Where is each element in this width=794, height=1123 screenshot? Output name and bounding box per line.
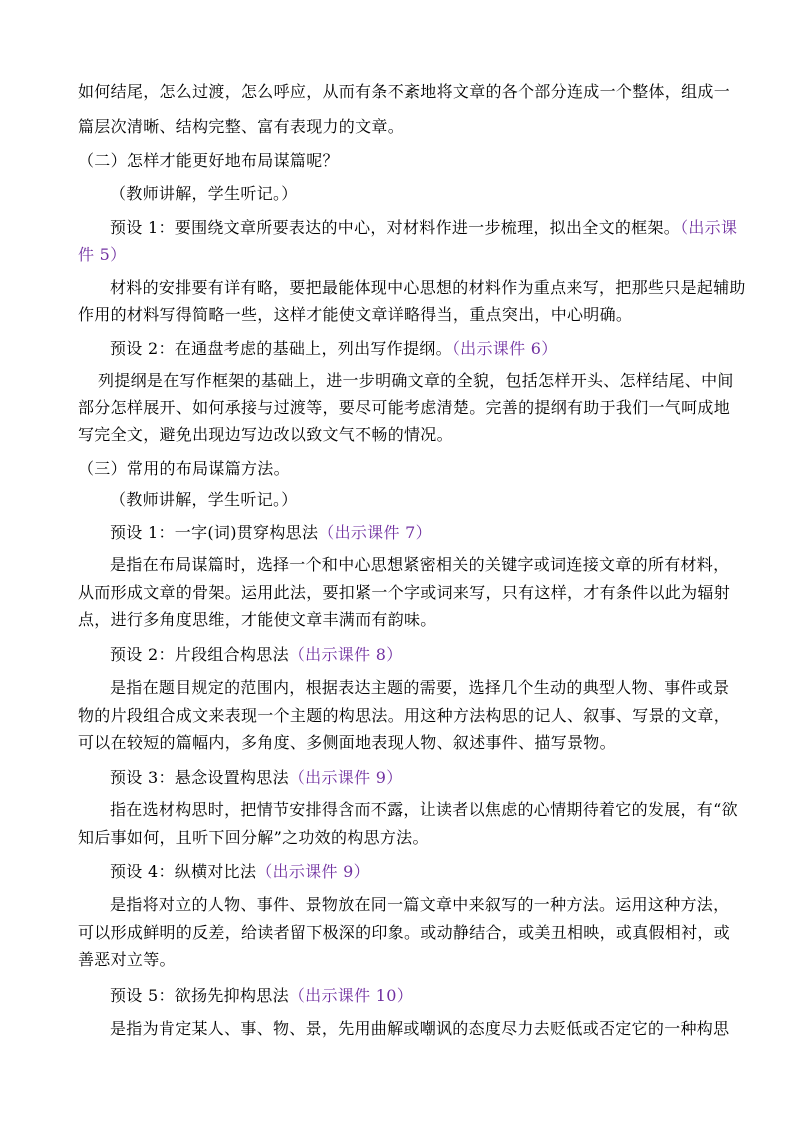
line-text: 预设 3：悬念设置构思法 <box>110 768 289 787</box>
line-text: 是指在题目规定的范围内，根据表达主题的需要，选择几个生动的典型人物、事件或景 <box>110 678 730 697</box>
line <box>78 490 298 510</box>
line-text: 物的片段组合成文来表现一个主题的构思法。用这种方法构思的记人、叙事、写景的文章， <box>78 706 731 725</box>
line <box>78 184 298 204</box>
line-text: 可以形成鲜明的反差，给读者留下极深的印象。或动静结合，或美丑相映，或真假相衬，或 <box>78 923 731 942</box>
line-text: 是指在布局谋篇时，选择一个和中心思想紧密相关的关键字或词连接文章的所有材料， <box>110 555 730 574</box>
line <box>78 339 558 359</box>
line-text: 指在选材构思时，把情节安排得含而不露，让读者以焦虑的心情期待着它的发展，有“欲 <box>110 800 738 819</box>
line-text: 作用的材料写得简略一些，这样才能使文章详略得当，重点突出，中心明确。 <box>78 305 633 324</box>
line-text: 预设 4：纵横对比法 <box>110 862 257 881</box>
line-text: 可以在较短的篇幅内，多角度、多侧面地表现人物、叙述事件、描写景物。 <box>78 733 616 752</box>
line <box>78 923 730 943</box>
line-text: （教师讲解，学生听记。） <box>110 184 298 203</box>
line-text: （二）怎样才能更好地布局谋篇呢？ <box>78 151 339 170</box>
line <box>78 645 403 665</box>
line-text: 预设 2：片段组合构思法 <box>110 645 289 664</box>
line <box>78 278 746 298</box>
line <box>78 706 730 726</box>
courseware-ref: 件 5） <box>78 245 127 264</box>
line <box>78 523 432 543</box>
line-text: 预设 2：在通盘考虑的基础上，列出写作提纲。 <box>110 339 452 358</box>
courseware-ref: （出示课件 7） <box>318 523 432 542</box>
line <box>78 768 403 788</box>
courseware-ref: （出示课件 9） <box>256 862 370 881</box>
line-text: 写完全文，避免出现边写边改以致文气不畅的情况。 <box>78 425 453 444</box>
line-text: 点，进行多角度思维，才能使文章丰满而有韵味。 <box>78 610 437 629</box>
courseware-ref: （出示课件 9） <box>288 768 403 787</box>
line-text: 预设 1：要围绕文章所要表达的中心，对材料作进一步梳理，拟出全文的框架。 <box>110 218 681 237</box>
line <box>78 82 730 102</box>
line <box>78 398 730 418</box>
courseware-ref: （出示课件 10） <box>288 986 414 1005</box>
line-text: 是指为肯定某人、事、物、景，先用曲解或嘲讽的态度尽力去贬低或否定它的一种构思 <box>110 1019 730 1038</box>
line <box>78 245 126 265</box>
line <box>78 678 729 698</box>
line <box>78 828 429 848</box>
line-text: 材料的安排要有详有略，要把最能体现中心思想的材料作为重点来写，把那些只是起辅助 <box>110 278 746 297</box>
line <box>78 117 404 137</box>
line <box>78 371 734 391</box>
courseware-ref: （出示课件 8） <box>288 645 403 664</box>
courseware-ref: （出示课 <box>680 218 738 237</box>
courseware-ref: （出示课件 6） <box>451 339 558 358</box>
line <box>78 986 413 1006</box>
line-text: （教师讲解，学生听记。） <box>110 490 298 509</box>
line-text: 从而形成文章的骨架。运用此法，要扣紧一个字或词来写，只有这样，才有条件以此为辐射 <box>78 583 731 602</box>
line-text: 知后事如何，且听下回分解”之功效的构思方法。 <box>78 828 429 847</box>
line-text: 预设 5：欲扬先抑构思法 <box>110 986 289 1005</box>
line <box>78 950 176 970</box>
line <box>78 733 616 753</box>
line <box>78 425 453 445</box>
line-text: 篇层次清晰、结构完整、富有表现力的文章。 <box>78 117 405 136</box>
line-text: 列提纲是在写作框架的基础上，进一步明确文章的全貌，包括怎样开头、怎样结尾、中间 <box>98 371 734 390</box>
line <box>78 895 729 915</box>
line-text: 是指将对立的人物、事件、景物放在同一篇文章中来叙写的一种方法。运用这种方法， <box>110 895 730 914</box>
line-text: 预设 1：一字(词)贯穿构思法 <box>110 523 319 542</box>
line <box>78 610 437 630</box>
line-text: 善恶对立等。 <box>78 950 176 969</box>
section-heading <box>78 151 339 171</box>
section-heading <box>78 459 290 479</box>
line <box>78 583 730 603</box>
line-text: 如何结尾，怎么过渡，怎么呼应，从而有条不紊地将文章的各个部分连成一个整体，组成一 <box>78 82 731 101</box>
line-text: （三）常用的布局谋篇方法。 <box>78 459 290 478</box>
line <box>78 305 632 325</box>
line <box>78 1019 729 1039</box>
line <box>78 862 370 882</box>
line <box>78 555 729 575</box>
line <box>78 800 738 820</box>
line <box>78 218 737 238</box>
line-text: 部分怎样展开、如何承接与过渡等，要尽可能考虑清楚。完善的提纲有助于我们一气呵成地 <box>78 398 731 417</box>
